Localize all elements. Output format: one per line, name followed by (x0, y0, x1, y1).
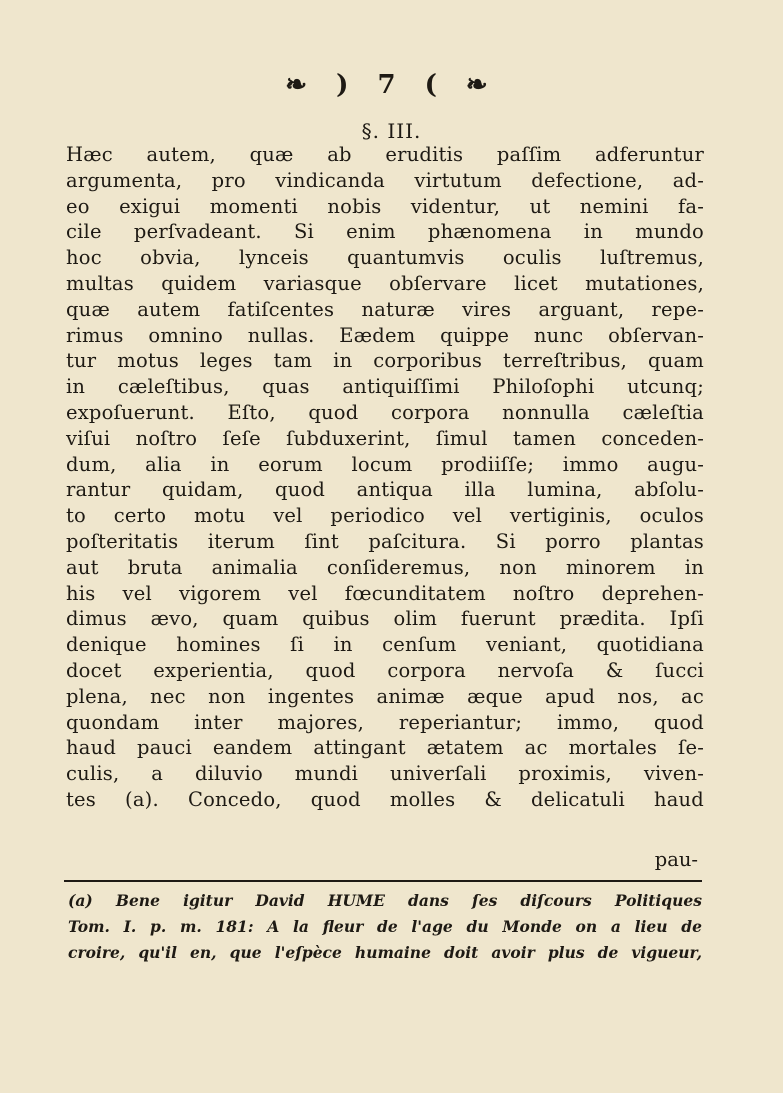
text-line: his vel vigorem vel fœcunditatem noſtro deprehen- (66, 581, 704, 605)
text-line: docet experientia, quod corpora nervoſa & ſucci (66, 658, 704, 682)
text-line: eo exigui momenti nobis videntur, ut nemini fa- (66, 194, 704, 218)
text-line: dum, alia in eorum locum prodiiſſe; immo augu- (66, 452, 704, 476)
footnote-line: Tom. I. p. m. 181: A la fleur de l'age du Monde on a lieu de (68, 917, 702, 936)
text-line: dimus ævo, quam quibus olim fuerunt prædita. Ipſi (66, 607, 704, 631)
footnote-line: (a) Bene igitur David HUME dans ſes diſcours Politiques (68, 891, 702, 910)
section-heading: §. III. (361, 119, 422, 143)
text-line: multas quidem variasque obſervare licet mutationes, (66, 271, 704, 295)
text-line: rimus omnino nullas. Eædem quippe nunc obſervan- (66, 323, 704, 347)
text-line: argumenta, pro vindicanda virtutum defectione, ad- (66, 168, 704, 192)
text-line: aut bruta animalia conſideremus, non minorem in (66, 555, 704, 579)
text-line: haud pauci eandem attingant ætatem ac mortales ſe- (66, 736, 704, 760)
text-line: to certo motu vel periodico vel vertiginis, oculos (66, 504, 704, 528)
text-line: quondam inter majores, reperiantur; immo, quod (66, 710, 704, 734)
text-line: tes (a). Concedo, quod molles & delicatuli haud (66, 787, 704, 811)
text-line: denique homines ſi in cenſum veniant, quotidiana (66, 633, 704, 657)
text-line: cile perſvadeant. Si enim phænomena in mundo (66, 220, 704, 244)
footnote-divider (64, 880, 702, 882)
text-line: in cæleſtibus, quas antiquiſſimi Philoſophi utcunq; (66, 375, 704, 399)
text-line: poſteritatis iterum ſint paſcitura. Si porro plantas (66, 529, 704, 553)
footnote (68, 888, 702, 966)
text-line: quæ autem fatiſcentes naturæ vires arguant, repe- (66, 297, 704, 321)
text-line: expoſuerunt. Eſto, quod corpora nonnulla cæleſtia (66, 400, 704, 424)
page-header: ❧ ) 7 ( ❧ (285, 70, 498, 100)
text-line: tur motus leges tam in corporibus terreſtribus, quam (66, 349, 704, 373)
main-paragraph (66, 142, 704, 813)
text-line: Hæc autem, quæ ab eruditis paſſim adferuntur (66, 143, 704, 166)
text-line: culis, a diluvio mundi univerſali proximis, viven- (66, 762, 704, 786)
text-line: viſui noſtro ſeſe ſubduxerint, ſimul tamen conceden- (66, 426, 704, 450)
catchword: pau- (654, 848, 698, 871)
footnote-line: croire, qu'il en, que l'eſpèce humaine doit avoir plus de vigueur, (68, 943, 702, 962)
text-line: hoc obvia, lynceis quantumvis oculis luſtremus, (66, 246, 704, 270)
text-line: rantur quidam, quod antiqua illa lumina, abſolu- (66, 478, 704, 502)
text-line: plena, nec non ingentes animæ æque apud nos, ac (66, 684, 704, 708)
